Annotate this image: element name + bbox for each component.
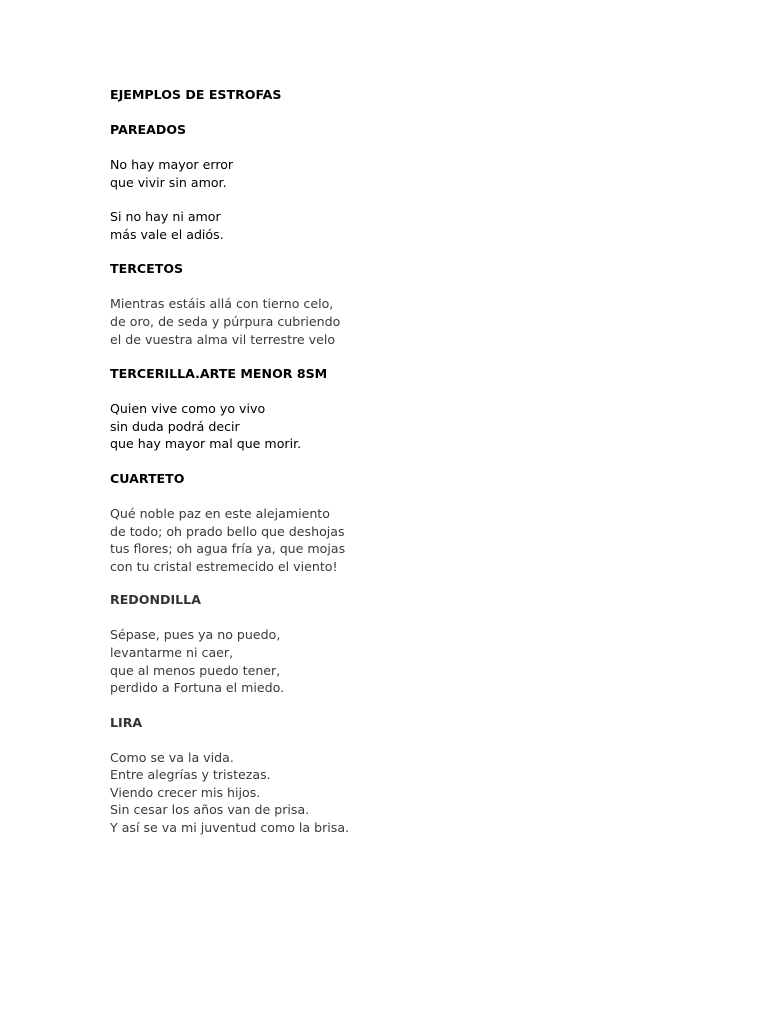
verse-line: Y así se va mi juventud como la brisa. [110, 820, 350, 836]
stanza-cuarteto [110, 505, 710, 575]
stanza-pareados-2 [110, 208, 710, 243]
verse-line: Sépase, pues ya no puedo, [110, 627, 281, 643]
section-heading-cuarteto: CUARTETO [110, 470, 185, 486]
verse-line: Mientras estáis allá con tierno celo, [110, 296, 334, 312]
verse-line: tus flores; oh agua fría ya, que mojas [110, 541, 346, 557]
verse-line: Como se va la vida. [110, 749, 234, 765]
verse-line: sin duda podrá decir [110, 418, 240, 434]
verse-line: de oro, de seda y púrpura cubriendo [110, 313, 341, 329]
verse-line: No hay mayor error [110, 157, 234, 172]
section-heading-redondilla: REDONDILLA [110, 592, 201, 608]
verse-line: Quien vive como yo vivo [110, 401, 266, 417]
verse-line: de todo; oh prado bello que deshojas [110, 523, 345, 539]
verse-line: Sin cesar los años van de prisa. [110, 802, 310, 818]
stanza-redondilla [110, 626, 710, 696]
document-page [110, 86, 710, 854]
verse-line: que vivir sin amor. [110, 174, 227, 190]
verse-line: Entre alegrías y tristezas. [110, 767, 271, 783]
document-title: EJEMPLOS DE ESTROFAS [110, 87, 282, 102]
stanza-pareados-1 [110, 156, 710, 191]
section-heading-pareados: PAREADOS [110, 122, 187, 137]
verse-line: Viendo crecer mis hijos. [110, 784, 261, 800]
verse-line: que hay mayor mal que morir. [110, 436, 302, 452]
stanza-tercerilla [110, 400, 710, 453]
verse-line: más vale el adiós. [110, 226, 224, 242]
verse-line: Si no hay ni amor [110, 209, 221, 225]
section-heading-tercetos: TERCETOS [110, 261, 184, 277]
verse-line: Qué noble paz en este alejamiento [110, 505, 330, 521]
verse-line: con tu cristal estremecido el viento! [110, 558, 338, 574]
section-heading-lira: LIRA [110, 714, 143, 730]
verse-line: que al menos puedo tener, [110, 662, 281, 678]
verse-line: perdido a Fortuna el miedo. [110, 680, 285, 696]
verse-line: el de vuestra alma vil terrestre velo [110, 331, 336, 347]
stanza-lira [110, 749, 710, 837]
section-heading-tercerilla: TERCERILLA.ARTE MENOR 8SM [110, 366, 328, 382]
verse-line: levantarme ni caer, [110, 644, 234, 660]
stanza-tercetos [110, 295, 710, 348]
